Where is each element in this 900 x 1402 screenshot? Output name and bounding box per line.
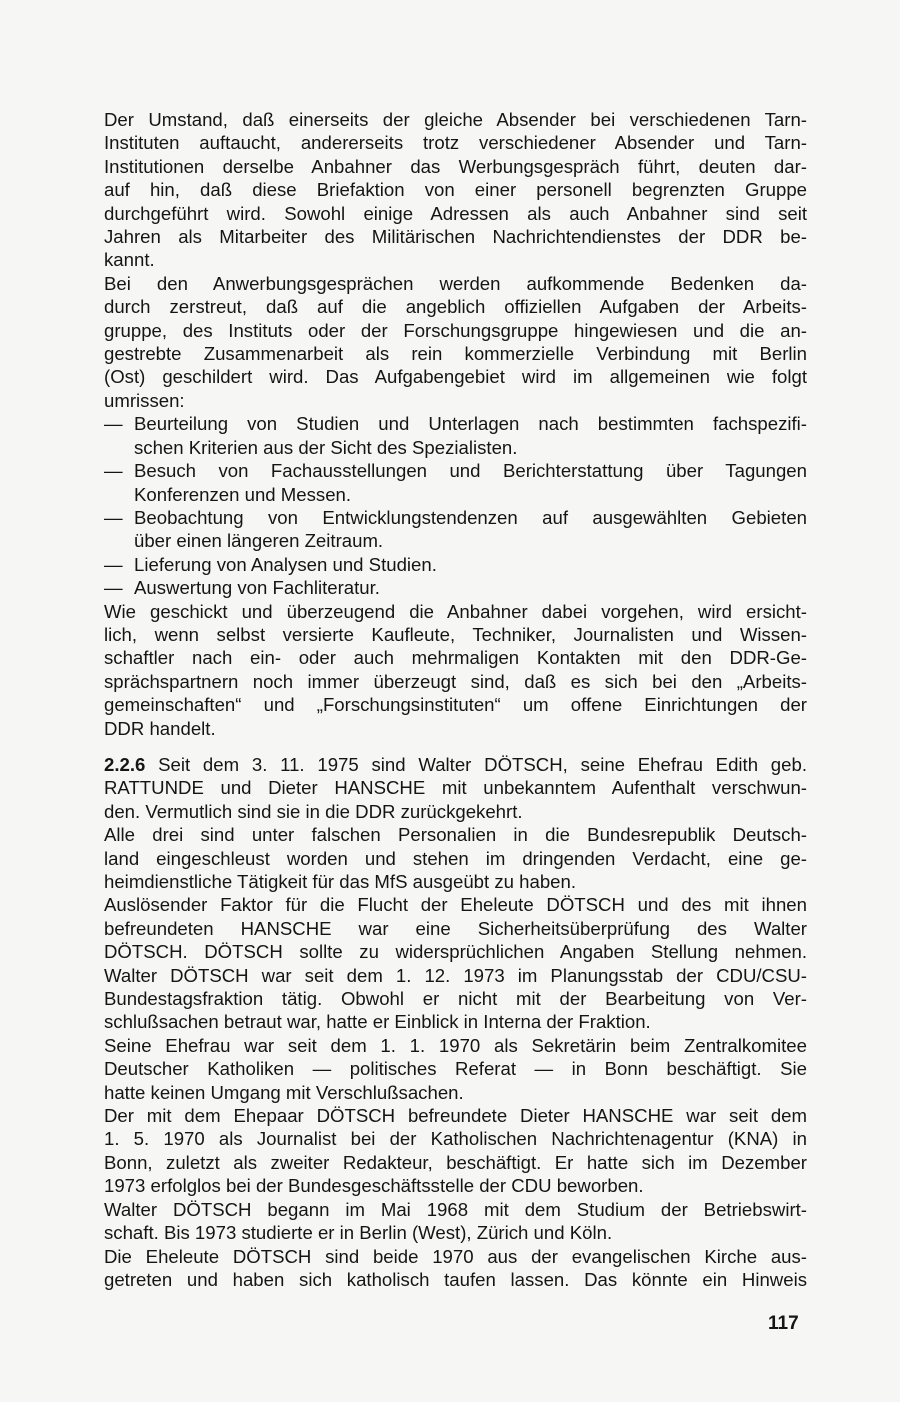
- section-number: 2.2.6: [104, 753, 146, 775]
- dash-marker: —: [104, 553, 123, 575]
- text-line: DDR handelt.: [104, 717, 216, 739]
- list-item: [104, 459, 807, 506]
- section-heading-line: [104, 753, 807, 776]
- text-line: gestrebte Zusammenarbeit als rein kommerzielle Verbindung mit Berlin: [104, 343, 807, 365]
- text-line: schen Kriterien aus der Sicht des Spezialisten.: [134, 436, 518, 458]
- section-first-line-text: Seit dem 3. 11. 1975 sind Walter DÖTSCH, seine Ehefrau Edith geb.: [145, 753, 807, 775]
- text-line: land eingeschleust worden und stehen im dringenden Verdacht, eine ge-: [104, 847, 807, 869]
- text-line: RATTUNDE und Dieter HANSCHE mit unbekanntem Aufenthalt verschwun-: [104, 777, 807, 799]
- list-item: [104, 576, 807, 599]
- text-line: DÖTSCH. DÖTSCH sollte zu widersprüchlichen Angaben Stellung nehmen.: [104, 941, 807, 963]
- text-line: Auswertung von Fachliteratur.: [134, 577, 380, 599]
- list-item: [104, 506, 807, 553]
- dash-marker: —: [104, 577, 123, 599]
- text-line: über einen längeren Zeitraum.: [134, 530, 384, 552]
- text-line: lich, wenn selbst versierte Kaufleute, Techniker, Journalisten und Wissen-: [104, 623, 807, 645]
- task-list: [104, 412, 807, 599]
- text-line: Lieferung von Analysen und Studien.: [134, 553, 437, 575]
- text-line: Walter DÖTSCH war seit dem 1. 12. 1973 im Planungsstab der CDU/CSU-: [104, 964, 807, 986]
- text-line: Jahren als Mitarbeiter des Militärischen Nachrichtendienstes der DDR be-: [104, 226, 807, 248]
- text-line: Bei den Anwerbungsgesprächen werden aufkommende Bedenken da-: [104, 272, 807, 294]
- dash-marker: —: [104, 460, 123, 482]
- text-line: Beobachtung von Entwicklungstendenzen auf ausgewählten Gebieten: [134, 506, 807, 528]
- text-line: 1973 erfolglos bei der Bundesgeschäftsstelle der CDU beworben.: [104, 1175, 644, 1197]
- text-line: schaftler nach ein- oder auch mehrmaligen Kontakten mit den DDR-Ge-: [104, 647, 807, 669]
- list-item: [104, 553, 807, 576]
- text-line: Deutscher Katholiken — politisches Referat — in Bonn beschäftigt. Sie: [104, 1058, 807, 1080]
- text-line: Bundestagsfraktion tätig. Obwohl er nicht mit der Bearbeitung von Ver-: [104, 988, 807, 1010]
- text-line: Alle drei sind unter falschen Personalien in die Bundesrepublik Deutsch-: [104, 824, 807, 846]
- text-line: Der Umstand, daß einerseits der gleiche Absender bei verschiedenen Tarn-: [104, 109, 807, 130]
- text-line: Bonn, zuletzt als zweiter Redakteur, beschäftigt. Er hatte sich im Dezember: [104, 1151, 807, 1173]
- dash-marker: —: [104, 506, 123, 528]
- text-line: Walter DÖTSCH begann im Mai 1968 mit dem Studium der Betriebswirt-: [104, 1198, 807, 1220]
- text-line: Wie geschickt und überzeugend die Anbahner dabei vorgehen, wird ersicht-: [104, 600, 807, 622]
- text-line: sprächspartnern noch immer überzeugt sind, daß es sich bei den „Arbeits-: [104, 670, 807, 692]
- section-gap: [104, 740, 807, 753]
- text-line: Die Eheleute DÖTSCH sind beide 1970 aus der evangelischen Kirche aus-: [104, 1245, 807, 1267]
- text-line: befreundeten HANSCHE war eine Sicherheitsüberprüfung des Walter: [104, 917, 807, 939]
- text-line: schaft. Bis 1973 studierte er in Berlin (West), Zürich und Köln.: [104, 1222, 613, 1244]
- text-line: Auslösender Faktor für die Flucht der Eheleute DÖTSCH und des mit ihnen: [104, 894, 807, 916]
- text-line: Konferenzen und Messen.: [134, 483, 352, 505]
- page-number: 117: [768, 1313, 799, 1334]
- text-line: gruppe, des Instituts oder der Forschungsgruppe hingewiesen und die an-: [104, 319, 807, 341]
- body-text: [104, 108, 807, 1291]
- text-line: kannt.: [104, 249, 155, 271]
- text-line: auf hin, daß diese Briefaktion von einer personell begrenzten Gruppe: [104, 179, 807, 201]
- text-line: durch zerstreut, daß auf die angeblich offiziellen Aufgaben der Arbeits-: [104, 296, 807, 318]
- text-line: heimdienstliche Tätigkeit für das MfS ausgeübt zu haben.: [104, 871, 577, 892]
- text-line: gemeinschaften“ und „Forschungsinstituten“ um offene Einrichtungen der: [104, 694, 807, 716]
- text-line: Institutionen derselbe Anbahner das Werbungsgespräch führt, deuten dar-: [104, 155, 807, 177]
- text-line: Instituten auftaucht, andererseits trotz verschiedener Absender und Tarn-: [104, 132, 807, 154]
- text-line: hatte keinen Umgang mit Verschlußsachen.: [104, 1081, 464, 1103]
- text-line: durchgeführt wird. Sowohl einige Adressen als auch Anbahner sind seit: [104, 202, 807, 224]
- text-line: Der mit dem Ehepaar DÖTSCH befreundete Dieter HANSCHE war seit dem: [104, 1105, 807, 1127]
- text-line: Beurteilung von Studien und Unterlagen nach bestimmten fachspezifi-: [134, 413, 807, 435]
- text-line: 1. 5. 1970 als Journalist bei der Katholischen Nachrichtenagentur (KNA) in: [104, 1128, 807, 1150]
- text-line: Seine Ehefrau war seit dem 1. 1. 1970 als Sekretärin beim Zentralkomitee: [104, 1034, 807, 1056]
- text-line: den. Vermutlich sind sie in die DDR zurückgekehrt.: [104, 800, 523, 822]
- text-line: getreten und haben sich katholisch taufen lassen. Das könnte ein Hinweis: [104, 1268, 807, 1290]
- list-item: [104, 412, 807, 459]
- text-line: schlußsachen betraut war, hatte er Einblick in Interna der Fraktion.: [104, 1011, 651, 1033]
- text-line: (Ost) geschildert wird. Das Aufgabengebiet wird im allgemeinen wie folgt: [104, 366, 807, 388]
- dash-marker: —: [104, 413, 123, 435]
- text-line: umrissen:: [104, 389, 185, 411]
- text-line: Besuch von Fachausstellungen und Berichterstattung über Tagungen: [134, 460, 807, 482]
